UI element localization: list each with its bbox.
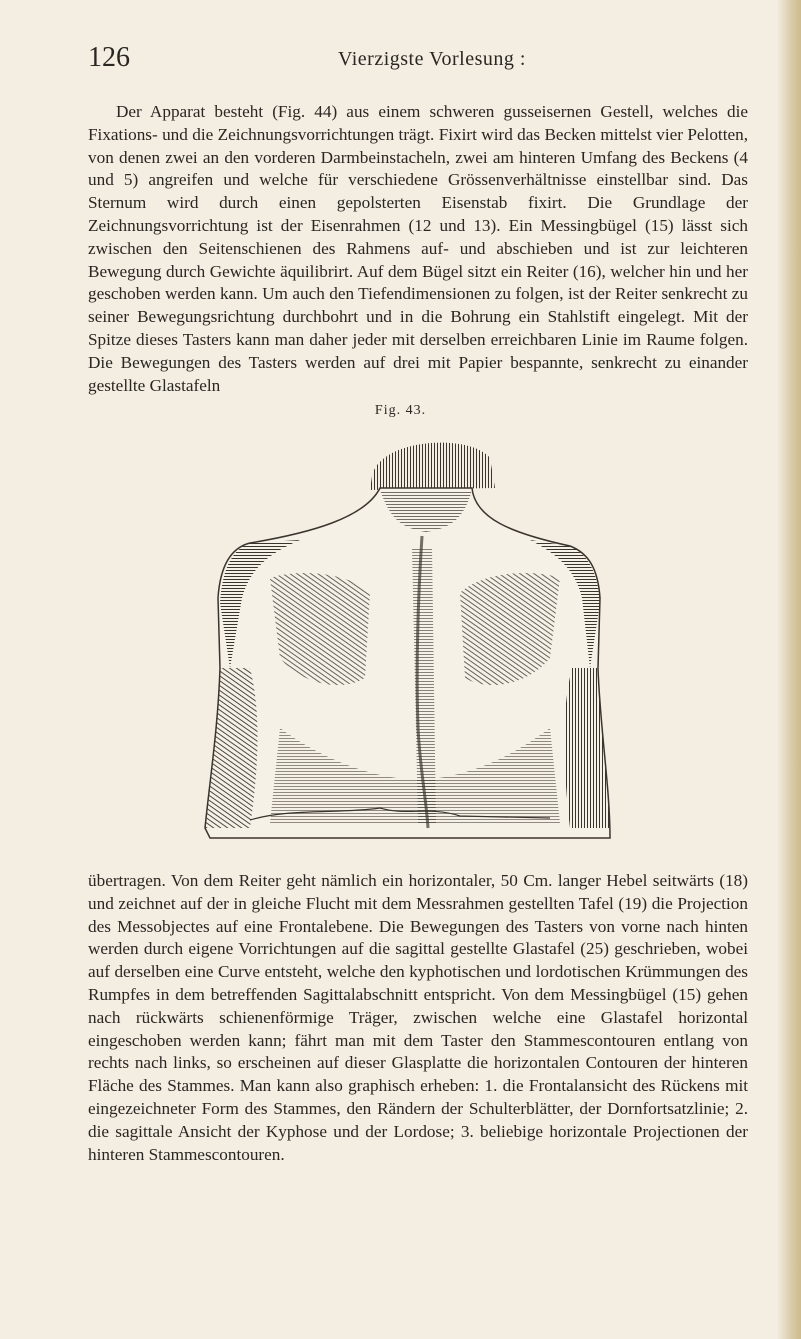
figure-back-illustration (190, 428, 640, 858)
page-edge (777, 0, 801, 1339)
page-header (88, 42, 728, 82)
left-flank-shading (205, 668, 258, 828)
right-flank-shading (564, 668, 610, 828)
figure-caption: Fig. 43. (374, 403, 427, 418)
running-head: Vierzigste Vorlesung : (338, 48, 526, 70)
paragraph-1: Der Apparat besteht (Fig. 44) aus einem schweren gusseisernen Gestell, welches die Fixations- und die Zeichnungsvorrichtungen trägt. Fixirt wird das Becken mittelst vier Pelotten, von denen zwei an den vorderen Darmbeinstacheln, zwei am hinteren Umfang des Beckens (4 und 5) angreifen und welche für verschiedene Grössenverhältnisse einstellbar sind. Das Sternum wird durch einen gepolsterten Eisenstab fixirt. Die Grundlage der Zeichnungsvorrichtung ist der Eisenrahmen (12 und 13). Ein Messingbügel (15) lässt sich zwischen den Seitenschienen des Rahmens auf- und abschieben und ist zur leichteren Bewegung durch Gewichte äquilibrirt. Auf dem Bügel sitzt ein Reiter (16), welcher hin und her geschoben werden kann. Um auch den Tiefendimensionen zu folgen, ist der Reiter senkrecht zu seiner Bewegungsrichtung durchbohrt und in die Bohrung ein Stahlstift eingelegt. Mit der Spitze dieses Tasters kann man daher jeder mit derselben erreichbaren Linie im Raume folgen. Die Bewegungen des Tasters werden auf drei mit Papier bespannte, senkrecht zu einander gestellte Glastafeln (88, 102, 748, 395)
back-engraving (190, 428, 640, 858)
hair-strands (370, 443, 495, 490)
paragraph-2: übertragen. Von dem Reiter geht nämlich ein horizontaler, 50 Cm. langer Hebel seitwärts (18) und zeichnet auf der in gleiche Flucht mit dem Messrahmen gestellten Tafel (19) die Projection des Messobjectes auf eine Frontalebene. Die Bewegungen des Tasters von vorne nach hinten werden durch eigene Vorrichtungen auf die sagittal gestellte Glastafel (25) geschrieben, wobei auf derselben eine Curve entsteht, welche den kyphotischen und lordotischen Krümmungen des Rumpfes in dem betreffenden Sagittalabschnitt entspricht. Von dem Messingbügel (15) gehen nach rückwärts schienenförmige Träger, zwischen welche eine Glastafel horizontal eingeschoben werden kann; fährt man mit dem Taster den Stammescontouren entlang von rechts nach links, so erscheinen auf dieser Glasplatte die horizontalen Contouren der hinteren Fläche des Stammes. Man kann also graphisch erheben: 1. die Frontalansicht des Rückens mit eingezeichneter Form des Stammes, den Rändern der Schulterblätter, der Dornfortsatzlinie; 2. die sagittale Ansicht der Kyphose und der Lordose; 3. beliebige horizontale Projectionen der hinteren Stammescontouren. (88, 871, 748, 1164)
page-number: 126 (88, 42, 130, 73)
